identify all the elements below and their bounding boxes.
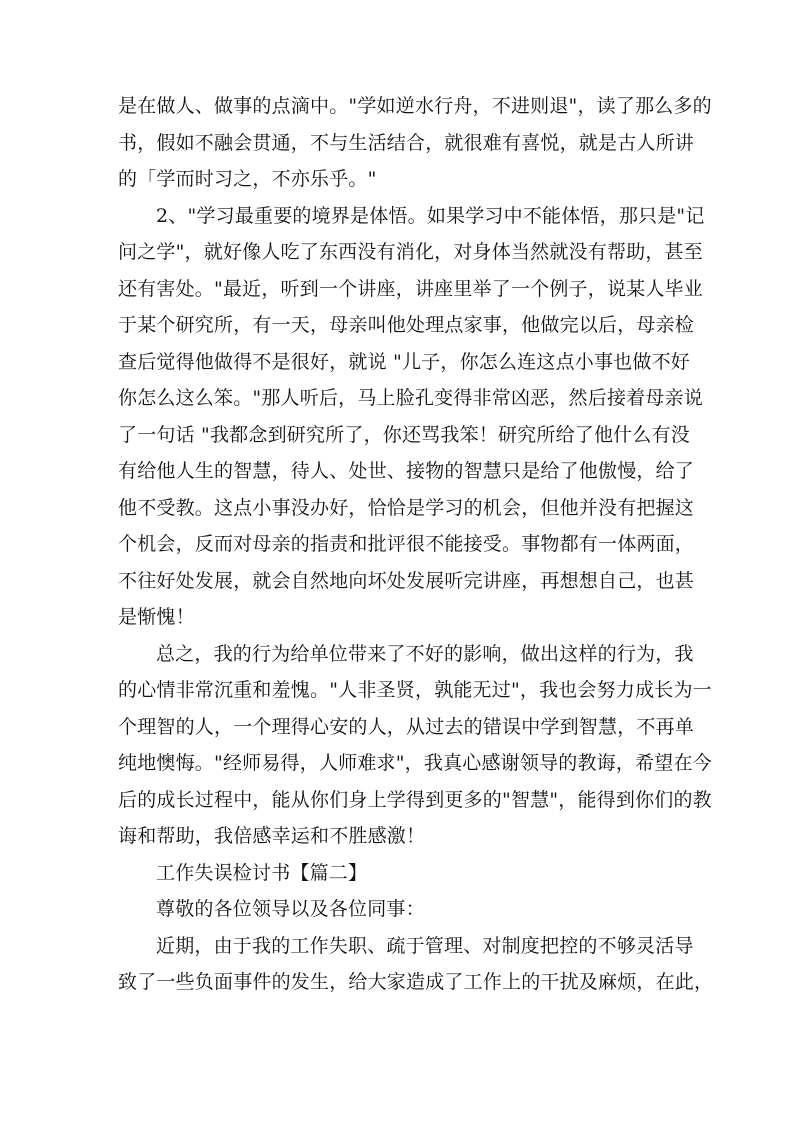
text-line: 个理智的人，一个理得心安的人，从过去的错误中学到智慧，不再单 [118,715,695,738]
text-line: 2、"学习最重要的境界是体悟。如果学习中不能体悟，那只是"记 [156,204,705,227]
text-line: 你怎么这么笨。"那人听后，马上脸孔变得非常凶恶，然后接着母亲说 [118,387,703,409]
text-line: 总之，我的行为给单位带来了不好的影响，做出这样的行为，我 [156,642,694,665]
text-line: 的「学而时习之，不亦乐乎。" [118,168,377,190]
text-line: 的心情非常沉重和羞愧。"人非圣贤，孰能无过"，我也会努力成长为一 [118,679,712,701]
text-line: 诲和帮助，我倍感幸运和不胜感激！ [118,825,426,847]
text-line: 查后觉得他做得不是很好，就说 "儿子，你怎么连这点小事也做不好 [118,350,690,373]
text-line: 后的成长过程中，能从你们身上学得到更多的"智慧"，能得到你们的教 [118,788,712,811]
text-line: 是惭愧！ [118,606,195,628]
text-line: 工作失误检讨书【篇二】 [156,861,368,884]
text-line: 他不受教。这点小事没办好，恰恰是学习的机会，但他并没有把握这 [118,496,695,519]
text-line: 近期，由于我的工作失职、疏于管理、对制度把控的不够灵活导 [156,934,694,957]
text-line: 纯地懊悔。"经师易得，人师难求"，我真心感谢领导的教诲，希望在今 [118,752,712,774]
text-line: 还有害处。"最近，听到一个讲座，讲座里举了一个例子，说某人毕业 [118,277,703,300]
text-line: 于某个研究所，有一天，母亲叫他处理点家事，他做完以后，母亲检 [118,314,695,336]
text-line: 书，假如不融会贯通，不与生活结合，就很难有喜悦，就是古人所讲 [118,131,695,154]
text-line: 有给他人生的智慧，待人、处世、接物的智慧只是给了他傲慢，给了 [118,460,695,482]
text-line: 个机会，反而对母亲的指责和批评很不能接受。事物都有一体两面， [118,533,695,555]
text-line: 是在做人、做事的点滴中。"学如逆水行舟，不进则退"，读了那么多的 [118,95,712,117]
text-line: 致了一些负面事件的发生，给大家造成了工作上的干扰及麻烦，在此， [118,971,714,993]
text-line: 尊敬的各位领导以及各位同事： [156,898,425,920]
text-line: 了一句话 "我都念到研究所了，你还骂我笨！研究所给了他什么有没 [118,423,690,446]
text-line: 问之学"，就好像人吃了东西没有消化，对身体当然就没有帮助，甚至 [118,241,703,263]
text-line: 不往好处发展，就会自然地向坏处发展听完讲座，再想想自己，也甚 [118,569,695,592]
document-body [118,88,714,1001]
